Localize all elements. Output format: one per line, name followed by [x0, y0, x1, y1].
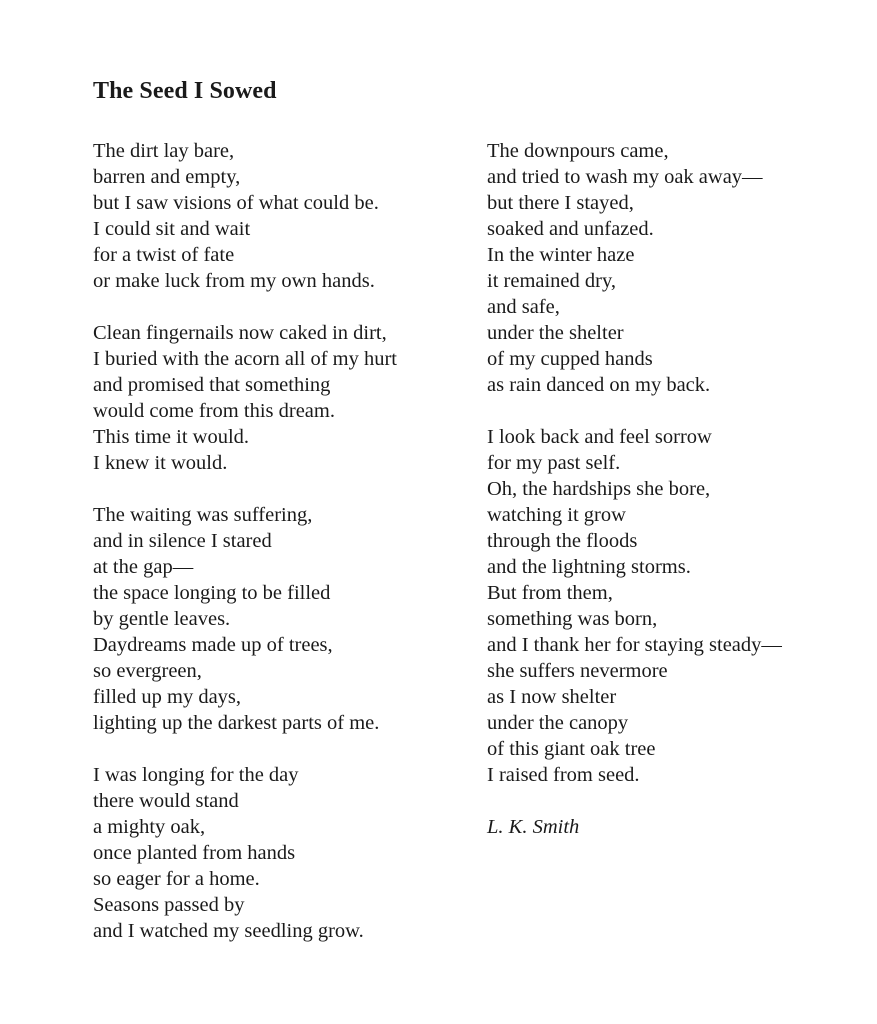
poem-line: of my cupped hands: [487, 348, 653, 370]
poem-line: soaked and unfazed.: [487, 218, 654, 240]
poem-line: as rain danced on my back.: [487, 374, 711, 396]
poem-line: the space longing to be filled: [93, 582, 331, 604]
poem-line: would come from this dream.: [93, 400, 335, 422]
poem-line: barren and empty,: [93, 166, 241, 188]
poem-line: for a twist of fate: [93, 244, 235, 266]
poem-line: once planted from hands: [93, 842, 296, 864]
poem-line: Seasons passed by: [93, 894, 245, 916]
poem-line: I look back and feel sorrow: [487, 426, 712, 448]
poem-line: at the gap—: [93, 556, 194, 578]
poem-line: watching it grow: [487, 504, 626, 526]
poem-line: but there I stayed,: [487, 192, 634, 214]
poem-line: lighting up the darkest parts of me.: [93, 712, 380, 734]
poem-line: In the winter haze: [487, 244, 635, 266]
poem-line: or make luck from my own hands.: [93, 270, 375, 292]
poem-line: something was born,: [487, 608, 658, 630]
stanza: [93, 502, 397, 736]
poem-line: so eager for a home.: [93, 868, 260, 890]
poem-line: The waiting was suffering,: [93, 504, 313, 526]
poem-line: but I saw visions of what could be.: [93, 192, 379, 214]
poem-line: I knew it would.: [93, 452, 228, 474]
poem-line: through the floods: [487, 530, 638, 552]
poem-line: under the shelter: [487, 322, 624, 344]
poem-line: it remained dry,: [487, 270, 617, 292]
poem-line: The downpours came,: [487, 140, 669, 162]
poem-line: and the lightning storms.: [487, 556, 691, 578]
poem-line: so evergreen,: [93, 660, 202, 682]
stanza: [93, 762, 397, 944]
poem-line: Daydreams made up of trees,: [93, 634, 333, 656]
poem-line: filled up my days,: [93, 686, 242, 708]
poem-line: This time it would.: [93, 426, 250, 448]
poem-line: and I thank her for staying steady—: [487, 634, 782, 656]
poem-line: she suffers nevermore: [487, 660, 668, 682]
stanza: [93, 138, 397, 294]
stanza: [487, 424, 782, 788]
poem-line: and in silence I stared: [93, 530, 272, 552]
poem-line: for my past self.: [487, 452, 621, 474]
poem-line: But from them,: [487, 582, 613, 604]
poem-title: The Seed I Sowed: [93, 78, 277, 104]
poem-line: I was longing for the day: [93, 764, 299, 786]
poem-line: and safe,: [487, 296, 560, 318]
poem-line: I could sit and wait: [93, 218, 251, 240]
poem-right-column: [487, 138, 782, 840]
poem-line: I buried with the acorn all of my hurt: [93, 348, 397, 370]
stanza: [487, 138, 782, 398]
poem-line: and tried to wash my oak away—: [487, 166, 763, 188]
poem-line: The dirt lay bare,: [93, 140, 235, 162]
poem-line: a mighty oak,: [93, 816, 206, 838]
poem-author: L. K. Smith: [487, 816, 580, 838]
stanza: [93, 320, 397, 476]
poem-line: as I now shelter: [487, 686, 617, 708]
poem-line: under the canopy: [487, 712, 629, 734]
poem-line: and promised that something: [93, 374, 331, 396]
poem-left-column: [93, 138, 397, 970]
poem-line: of this giant oak tree: [487, 738, 656, 760]
poem-line: there would stand: [93, 790, 239, 812]
poem-line: I raised from seed.: [487, 764, 640, 786]
poem-line: Clean fingernails now caked in dirt,: [93, 322, 387, 344]
poem-line: by gentle leaves.: [93, 608, 231, 630]
poem-line: and I watched my seedling grow.: [93, 920, 364, 942]
poem-line: Oh, the hardships she bore,: [487, 478, 711, 500]
